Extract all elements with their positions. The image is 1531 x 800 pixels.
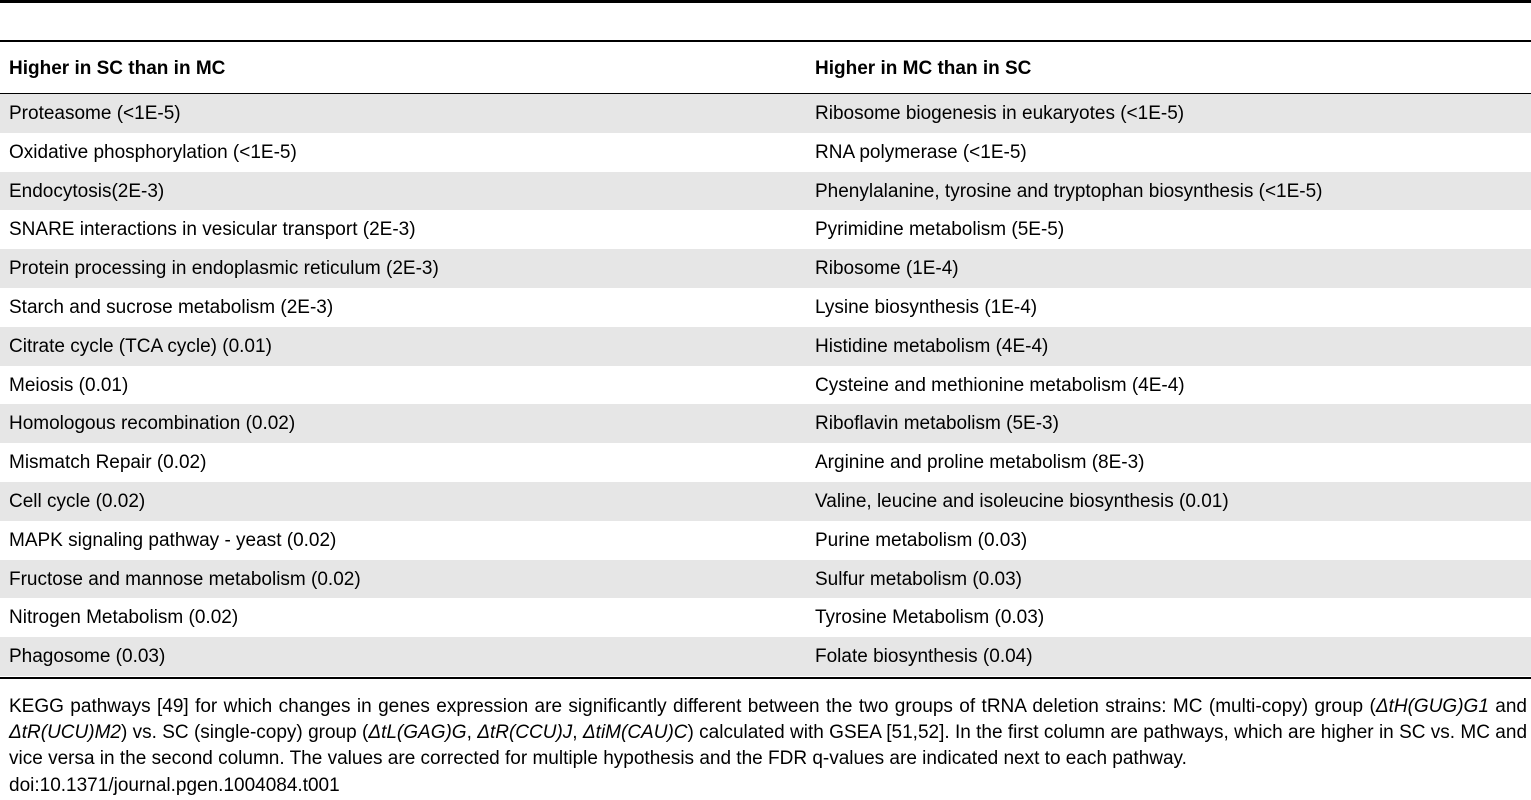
pathway-mc-cell: Riboflavin metabolism (5E-3) [815, 413, 1059, 435]
table-row [0, 249, 1531, 288]
pathway-sc-cell: Mismatch Repair (0.02) [9, 452, 207, 474]
pathway-sc-cell: Fructose and mannose metabolism (0.02) [9, 568, 361, 590]
table-row [0, 404, 1531, 443]
table-header-row [0, 42, 1531, 93]
table-row [0, 288, 1531, 327]
pathway-mc-cell: Tyrosine Metabolism (0.03) [815, 607, 1045, 629]
pathway-mc-cell: RNA polymerase (<1E-5) [815, 141, 1027, 163]
pathway-mc-cell: Lysine biosynthesis (1E-4) [815, 296, 1038, 318]
doi-link[interactable]: doi:10.1371/journal.pgen.1004084.t001 [9, 775, 340, 796]
pathway-mc-cell: Folate biosynthesis (0.04) [815, 646, 1033, 668]
table-bottom-rule [0, 677, 1531, 679]
pathway-sc-cell: Citrate cycle (TCA cycle) (0.01) [9, 335, 272, 357]
pathway-mc-cell: Histidine metabolism (4E-4) [815, 335, 1049, 357]
pathway-sc-cell: Proteasome (<1E-5) [9, 103, 181, 124]
pathway-mc-cell: Pyrimidine metabolism (5E-5) [815, 219, 1065, 241]
pathway-sc-cell: Nitrogen Metabolism (0.02) [9, 607, 239, 629]
pathway-sc-cell: Phagosome (0.03) [9, 646, 166, 668]
caption-text: KEGG pathways [49] for which changes in genes expression are significantly different between the two groups of tRNA deletion strains: MC (multi-copy) group ( [9, 696, 1376, 717]
table-row [0, 521, 1531, 560]
caption-text: , [572, 722, 583, 743]
table-row [0, 443, 1531, 482]
table-top-rule [0, 0, 1531, 3]
caption-text: ) calculated with GSEA [51,52]. In the first column are pathways, which are higher in SC vs. MC and vice versa in the second column. The values are corrected for multiple hypothesis and the FDR q-values are indicated next to each pathway. [9, 722, 1528, 769]
pathway-sc-cell: SNARE interactions in vesicular transport (2E-3) [9, 219, 416, 241]
strain-name: ΔtiM(CAU)C [582, 722, 688, 743]
table-row [0, 94, 1531, 133]
pathway-sc-cell: MAPK signaling pathway - yeast (0.02) [9, 529, 337, 551]
strain-name: ΔtR(CCU)J [477, 722, 573, 743]
strain-name: ΔtL(GAG)G [368, 722, 467, 743]
table-row [0, 327, 1531, 366]
strain-name: ΔtH(GUG)G1 [1375, 696, 1489, 717]
caption-text: and [1488, 696, 1527, 717]
pathway-mc-cell: Valine, leucine and isoleucine biosynthesis (0.01) [815, 490, 1229, 512]
table-row [0, 133, 1531, 172]
pathway-sc-cell: Homologous recombination (0.02) [9, 413, 296, 435]
pathway-sc-cell: Endocytosis(2E-3) [9, 180, 165, 202]
pathway-mc-cell: Ribosome (1E-4) [815, 258, 959, 280]
column-header-mc: Higher in MC than in SC [815, 58, 1032, 79]
pathway-mc-cell: Arginine and proline metabolism (8E-3) [815, 452, 1145, 474]
table-row [0, 366, 1531, 405]
table-body [0, 94, 1531, 676]
caption-text: ) vs. SC (single-copy) group ( [120, 722, 369, 743]
pathway-mc-cell: Phenylalanine, tyrosine and tryptophan biosynthesis (<1E-5) [815, 180, 1323, 202]
table-row [0, 560, 1531, 599]
pathway-mc-cell: Purine metabolism (0.03) [815, 529, 1028, 551]
table-row [0, 598, 1531, 637]
pathway-sc-cell: Oxidative phosphorylation (<1E-5) [9, 141, 297, 163]
pathway-sc-cell: Meiosis (0.01) [9, 374, 129, 396]
table-row [0, 210, 1531, 249]
pathway-sc-cell: Starch and sucrose metabolism (2E-3) [9, 296, 334, 318]
table-row [0, 637, 1531, 676]
pathway-sc-cell: Cell cycle (0.02) [9, 490, 146, 512]
table-row [0, 482, 1531, 521]
column-header-sc: Higher in SC than in MC [9, 58, 226, 79]
pathway-mc-cell: Sulfur metabolism (0.03) [815, 568, 1022, 590]
pathway-sc-cell: Protein processing in endoplasmic reticulum (2E-3) [9, 258, 439, 280]
pathway-mc-cell: Cysteine and methionine metabolism (4E-4) [815, 374, 1185, 396]
table-caption [9, 694, 1527, 772]
table-row [0, 172, 1531, 211]
pathway-mc-cell: Ribosome biogenesis in eukaryotes (<1E-5) [815, 103, 1185, 124]
strain-name: ΔtR(UCU)M2 [9, 722, 121, 743]
caption-text: , [466, 722, 478, 743]
